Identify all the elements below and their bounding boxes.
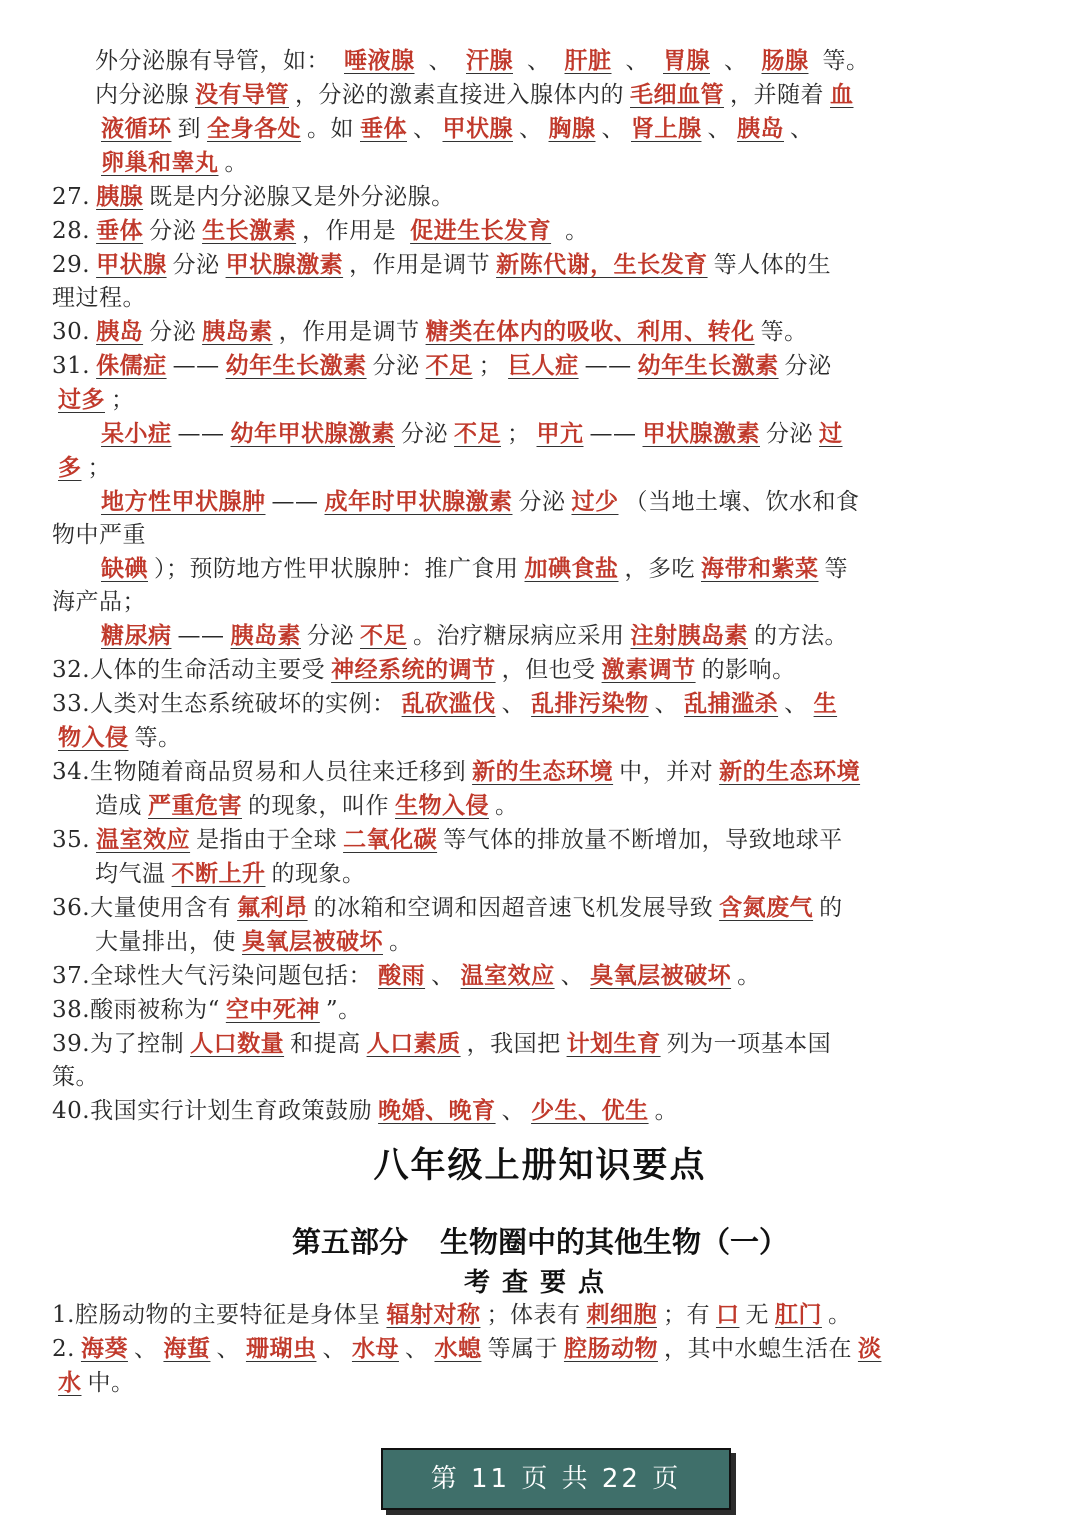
line-text: 大量排出，使 — [95, 929, 236, 955]
line-text: 均气温 — [95, 861, 166, 887]
line-text: 到 — [177, 116, 201, 142]
line-text: 34.生物随着商品贸易和人员往来迁移到 — [52, 759, 467, 785]
line-text: 、 — [501, 1098, 526, 1124]
text-line — [52, 823, 1020, 857]
fill-in-answer: 过多 — [58, 386, 105, 413]
line-text: 既是内分泌腺又是外分泌腺。 — [149, 184, 455, 210]
text-line — [52, 857, 1020, 891]
line-text: 、 — [560, 963, 585, 989]
line-text: 、 — [431, 963, 455, 989]
line-text: 等人体的生 — [713, 252, 832, 278]
fill-in-answer: 呆小症 — [101, 420, 172, 447]
line-text: 、 — [790, 116, 814, 142]
fill-in-answer: 腔肠动物 — [563, 1335, 658, 1362]
line-text: 、 — [724, 48, 748, 74]
fill-in-answer: 海蜇 — [163, 1335, 211, 1362]
fill-in-answer: 酸雨 — [378, 962, 426, 989]
line-text: ； — [111, 387, 135, 413]
line-text: 、 — [707, 116, 731, 142]
line-text: 分泌 — [766, 421, 813, 447]
line-text: 。治疗糖尿病应采用 — [413, 623, 625, 649]
fill-in-answer: 唾液腺 — [344, 47, 415, 74]
line-text: 中。 — [87, 1370, 135, 1396]
fill-in-answer: 人口素质 — [366, 1030, 461, 1057]
fill-in-answer: 不足 — [425, 352, 473, 379]
fill-in-answer: 成年时甲状腺激素 — [324, 488, 513, 515]
text-line — [52, 552, 1020, 586]
text-line — [52, 755, 1020, 789]
fill-in-answer: 注射胰岛素 — [630, 622, 748, 649]
line-text: 的方法。 — [754, 623, 848, 649]
line-text: ，我国把 — [466, 1031, 561, 1057]
text-line — [52, 653, 1020, 687]
line-text: 中，并对 — [619, 759, 714, 785]
line-text: 分泌 — [518, 489, 566, 515]
line-text: 等属于 — [487, 1336, 558, 1362]
fill-in-answer: 胰岛 — [96, 318, 144, 345]
line-text: ；体表有 — [486, 1302, 581, 1328]
text-line — [52, 519, 1020, 552]
line-text: 、 — [322, 1336, 346, 1362]
line-text: ，并随着 — [730, 82, 824, 108]
fill-in-answer: 汗腺 — [466, 47, 513, 74]
fill-in-answer: 甲状腺 — [442, 115, 513, 142]
text-line — [52, 146, 1020, 180]
line-text: 、 — [413, 116, 437, 142]
line-text: 、 — [654, 691, 679, 717]
line-text: 策。 — [52, 1064, 99, 1090]
text-line — [52, 1027, 1020, 1061]
fill-in-answer: 肛门 — [774, 1301, 822, 1328]
fill-in-answer: 幼年生长激素 — [225, 352, 367, 379]
line-text: 1.腔肠动物的主要特征是身体呈 — [52, 1302, 381, 1328]
knowledge-list — [52, 44, 1020, 1128]
fill-in-answer: 肝脏 — [564, 47, 612, 74]
fill-in-answer: 乱捕滥杀 — [684, 690, 779, 717]
fill-in-answer: 侏儒症 — [96, 352, 167, 379]
line-text: ）；预防地方性甲状腺肿：推广食用 — [154, 556, 519, 582]
fill-in-answer: 人口数量 — [190, 1030, 285, 1057]
text-line — [52, 1094, 1020, 1128]
text-line — [52, 1298, 1020, 1332]
line-text: ”。 — [325, 997, 362, 1023]
text-line — [52, 214, 1020, 248]
fill-in-answer: 垂体 — [360, 115, 407, 142]
line-text: ； — [507, 421, 531, 447]
line-text: 。 — [827, 1302, 852, 1328]
text-line — [52, 282, 1020, 315]
fill-in-answer: 温室效应 — [460, 962, 555, 989]
line-text: —— — [271, 489, 319, 515]
fill-in-answer: 甲亢 — [536, 420, 584, 447]
fill-in-answer: 肠腺 — [761, 47, 809, 74]
text-line — [52, 721, 1020, 755]
text-line — [52, 789, 1020, 823]
fill-in-answer: 不足 — [454, 420, 501, 447]
line-text: 、 — [784, 691, 808, 717]
line-text: 28. — [52, 218, 91, 244]
fill-in-answer: 海葵 — [80, 1335, 128, 1362]
fill-in-answer: 胰岛素 — [202, 318, 273, 345]
fill-in-answer: 氟利昂 — [237, 894, 308, 921]
line-text: —— — [589, 421, 637, 447]
line-text: 31. — [52, 353, 91, 379]
fill-in-answer: 严重危害 — [148, 792, 242, 819]
fill-in-answer: 乱砍滥伐 — [401, 690, 496, 717]
line-text: 造成 — [95, 793, 142, 819]
fill-in-answer: 空中死神 — [225, 996, 320, 1023]
line-text: 列为一项基本国 — [666, 1031, 832, 1057]
line-text: 39.为了控制 — [52, 1031, 185, 1057]
text-line — [52, 485, 1020, 519]
fill-in-answer: 垂体 — [96, 217, 144, 244]
text-line — [52, 619, 1020, 653]
grade-title: 八年级上册知识要点 — [373, 1146, 707, 1186]
line-text: 的影响。 — [701, 657, 796, 683]
line-text: 的 — [819, 895, 843, 921]
line-text: 、 — [519, 116, 543, 142]
line-text: 分泌 — [149, 218, 197, 244]
line-text: 内分泌腺 — [95, 82, 189, 108]
section-subtitle: 考查要点 — [463, 1268, 616, 1298]
line-text: ； — [478, 353, 503, 379]
text-line — [52, 383, 1020, 417]
line-text: 等。 — [134, 725, 182, 751]
line-text: 。 — [737, 963, 761, 989]
fill-in-answer: 甲状腺 — [96, 251, 167, 278]
fill-in-answer: 过 — [819, 420, 843, 447]
line-text: 。如 — [307, 116, 354, 142]
line-text: 、 — [501, 691, 526, 717]
fill-in-answer: 全身各处 — [207, 115, 301, 142]
line-text: 33.人类对生态系统破坏的实例： — [52, 691, 396, 717]
line-text: —— — [584, 353, 632, 379]
text-line — [52, 112, 1020, 146]
line-text: 无 — [745, 1302, 769, 1328]
text-line — [52, 959, 1020, 993]
fill-in-answer: 晚婚、晚育 — [378, 1097, 496, 1124]
fill-in-answer: 胸腺 — [548, 115, 596, 142]
fill-in-answer: 缺碘 — [101, 555, 148, 582]
fill-in-answer: 口 — [715, 1301, 740, 1328]
line-text: 等 — [824, 556, 848, 582]
fill-in-answer: 血 — [830, 81, 854, 108]
fill-in-answer: 少生、优生 — [531, 1097, 649, 1124]
text-line — [52, 417, 1020, 451]
line-text: 、 — [216, 1336, 240, 1362]
text-line — [52, 586, 1020, 619]
fill-in-answer: 二氧化碳 — [343, 826, 438, 853]
fill-in-answer: 新的生态环境 — [472, 758, 614, 785]
line-text: 等。 — [760, 319, 808, 345]
fill-in-answer: 胰岛 — [737, 115, 784, 142]
fill-in-answer: 乱排污染物 — [531, 690, 649, 717]
fill-in-answer: 多 — [58, 454, 82, 481]
line-text: ，作用是调节 — [349, 252, 491, 278]
line-text: 。 — [495, 793, 519, 819]
fill-in-answer: 幼年生长激素 — [637, 352, 779, 379]
part-title — [0, 1220, 1080, 1261]
line-text: 、 — [601, 116, 625, 142]
line-text: 。 — [565, 218, 589, 244]
line-text: 、 — [625, 48, 649, 74]
line-text: 理过程。 — [52, 285, 146, 311]
line-text: 的冰箱和空调和因超音速飞机发展导致 — [313, 895, 714, 921]
line-text: 是指由于全球 — [196, 827, 338, 853]
line-text: 30. — [52, 319, 91, 345]
fill-in-answer: 胰腺 — [96, 183, 144, 210]
part-number: 第五部分 — [291, 1225, 408, 1259]
line-text: ，其中水螅生活在 — [663, 1336, 852, 1362]
fill-in-answer: 新陈代谢，生长发育 — [496, 251, 708, 278]
line-text: 的现象，叫作 — [248, 793, 389, 819]
line-text: ，作用是 — [302, 218, 397, 244]
fill-in-answer: 刺细胞 — [586, 1301, 657, 1328]
line-text: 37.全球性大气污染问题包括： — [52, 963, 373, 989]
fill-in-answer: 新的生态环境 — [719, 758, 861, 785]
text-line — [52, 451, 1020, 485]
fill-in-answer: 物入侵 — [58, 724, 129, 751]
fill-in-answer: 卵巢和睾丸 — [101, 149, 219, 176]
text-line — [52, 44, 1020, 78]
line-text: —— — [177, 421, 225, 447]
fill-in-answer: 不断上升 — [171, 860, 266, 887]
line-text: ； — [87, 455, 111, 481]
fill-in-answer: 液循环 — [101, 115, 172, 142]
line-text: ，作用是调节 — [278, 319, 420, 345]
fill-in-answer: 水螅 — [434, 1335, 482, 1362]
line-text: ，多吃 — [624, 556, 695, 582]
fill-in-answer: 幼年甲状腺激素 — [230, 420, 395, 447]
line-text: —— — [177, 623, 225, 649]
line-text: 、 — [133, 1336, 158, 1362]
line-text: 分泌 — [149, 319, 197, 345]
fill-in-answer: 不足 — [360, 622, 407, 649]
text-line — [52, 1366, 1020, 1400]
line-text: 29. — [52, 252, 91, 278]
line-text: 海产品； — [52, 589, 146, 615]
section-list — [52, 1298, 1020, 1400]
line-text: ，分泌的激素直接进入腺体内的 — [295, 82, 624, 108]
fill-in-answer: 臭氧层被破坏 — [242, 928, 383, 955]
line-text: 。 — [389, 929, 413, 955]
fill-in-answer: 激素调节 — [601, 656, 696, 683]
fill-in-answer: 生长激素 — [202, 217, 297, 244]
text-line — [52, 248, 1020, 282]
line-text: 等气体的排放量不断增加，导致地球平 — [443, 827, 843, 853]
fill-in-answer: 胰岛素 — [230, 622, 301, 649]
line-text: （当地土壤、饮水和食 — [624, 489, 860, 515]
fill-in-answer: 毛细血管 — [630, 81, 724, 108]
line-text: 35. — [52, 827, 91, 853]
fill-in-answer: 甲状腺激素 — [642, 420, 760, 447]
fill-in-answer: 胃腺 — [663, 47, 710, 74]
fill-in-answer: 辐射对称 — [386, 1301, 481, 1328]
text-line — [52, 993, 1020, 1027]
fill-in-answer: 水母 — [351, 1335, 399, 1362]
text-line — [52, 1332, 1020, 1366]
line-text: 32.人体的生命活动主要受 — [52, 657, 326, 683]
line-text: 分泌 — [372, 353, 420, 379]
line-text: 40.我国实行计划生育政策鼓励 — [52, 1098, 373, 1124]
line-text: 36.大量使用含有 — [52, 895, 232, 921]
fill-in-answer: 肾上腺 — [631, 115, 702, 142]
fill-in-answer: 温室效应 — [96, 826, 191, 853]
line-text: 分泌 — [401, 421, 448, 447]
fill-in-answer: 含氮废气 — [719, 894, 814, 921]
fill-in-answer: 臭氧层被破坏 — [590, 962, 732, 989]
line-text: ，但也受 — [501, 657, 596, 683]
part-name: 生物圈中的其他生物（一） — [440, 1225, 789, 1259]
page-footer: 第 11 页 共 22 页 — [381, 1448, 731, 1510]
line-text: 分泌 — [307, 623, 354, 649]
text-line — [52, 1061, 1020, 1094]
fill-in-answer: 糖类在体内的吸收、利用、转化 — [425, 318, 755, 345]
line-text: 分泌 — [784, 353, 832, 379]
line-text: —— — [172, 353, 220, 379]
fill-in-answer: 珊瑚虫 — [245, 1335, 317, 1362]
fill-in-answer: 糖尿病 — [101, 622, 172, 649]
fill-in-answer: 淡 — [857, 1335, 882, 1362]
fill-in-answer: 巨人症 — [508, 352, 579, 379]
text-line — [52, 687, 1020, 721]
line-text: 、 — [428, 48, 452, 74]
line-text: 外分泌腺有导管，如： — [95, 48, 330, 74]
fill-in-answer: 没有导管 — [195, 81, 289, 108]
fill-in-answer: 加碘食盐 — [524, 555, 619, 582]
line-text: 等。 — [822, 48, 870, 74]
line-text: 2. — [52, 1336, 75, 1362]
text-line — [52, 925, 1020, 959]
line-text: 和提高 — [290, 1031, 361, 1057]
line-text: 的现象。 — [271, 861, 366, 887]
line-text: ；有 — [662, 1302, 710, 1328]
fill-in-answer: 海带和紫菜 — [701, 555, 819, 582]
text-line — [52, 180, 1020, 214]
fill-in-answer: 地方性甲状腺肿 — [101, 488, 266, 515]
text-line — [52, 891, 1020, 925]
line-text: 。 — [224, 150, 248, 176]
line-text: 分泌 — [172, 252, 220, 278]
fill-in-answer: 神经系统的调节 — [331, 656, 496, 683]
line-text: 38.酸雨被称为“ — [52, 997, 220, 1023]
fill-in-answer: 甲状腺激素 — [225, 251, 344, 278]
fill-in-answer: 水 — [58, 1369, 82, 1396]
line-text: 物中严重 — [52, 522, 146, 548]
line-text: 27. — [52, 184, 91, 210]
text-line — [52, 315, 1020, 349]
line-text: 。 — [654, 1098, 679, 1124]
fill-in-answer: 生物入侵 — [395, 792, 489, 819]
fill-in-answer: 促进生长发育 — [410, 217, 552, 244]
text-line — [52, 78, 1020, 112]
fill-in-answer: 生 — [813, 690, 838, 717]
fill-in-answer: 计划生育 — [566, 1030, 661, 1057]
fill-in-answer: 过少 — [571, 488, 619, 515]
line-text: 、 — [404, 1336, 429, 1362]
line-text: 、 — [527, 48, 551, 74]
text-line — [52, 349, 1020, 383]
